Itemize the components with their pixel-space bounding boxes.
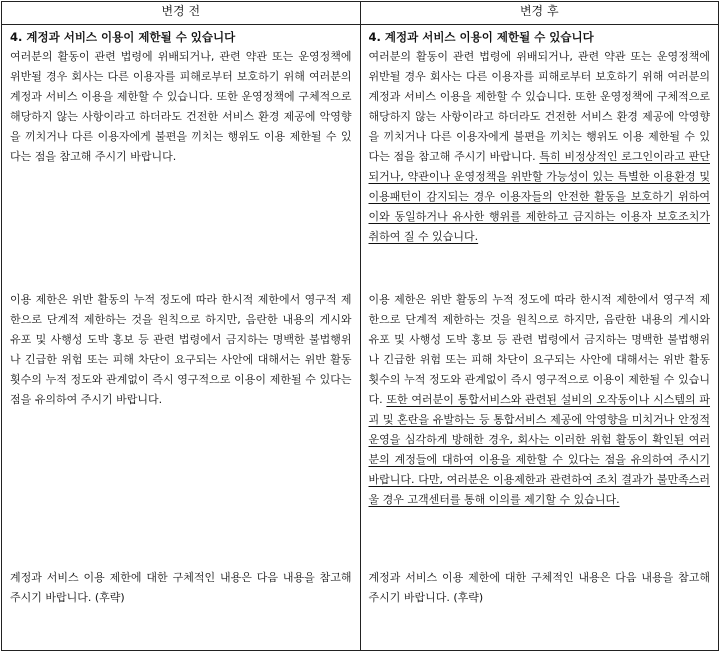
after-paragraph-2 [369, 290, 711, 510]
header-before: 변경 전 [2, 2, 361, 25]
after-paragraph-2-text: 이용 제한은 위반 활동의 누적 정도에 따라 한시적 제한에서 영구적 제한으로 단계적 제한하는 것을 원칙으로 하지만, 음란한 내용의 게시와 유포 및 사행성 도박 홍보 등 관련 법령에서 금지하는 명백한 불법행위나 긴급한 위험 또는 피해 차단이 요구되는 사안에 대해서는 위반 활동 횟수의 누적 정도와 관계없이 즉시 영구적으로 이용이 제한될 수 있습니다. [368, 293, 710, 406]
content-row [2, 25, 719, 651]
after-paragraph-1-added-text: 특히 비정상적인 로그인이라고 판단되거나, 약관이나 운영정책을 위반할 가능성이 있는 특별한 이용환경 및 이용패턴이 감지되는 경우 이용자들의 안전한 활동을 보호하기 위하여 이와 동일하거나 유사한 행위를 제한하고 금지하는 이용자 보호조치가 취하여 질 수 있습니다. [368, 150, 710, 243]
before-paragraph-2 [10, 290, 352, 410]
before-paragraph-1 [10, 47, 352, 167]
header-row [2, 2, 719, 25]
after-paragraph-1 [369, 47, 711, 247]
before-column [2, 25, 360, 650]
after-paragraph-3 [369, 568, 711, 608]
after-paragraph-1-text: 여러분의 활동이 관련 법령에 위배되거나, 관련 약관 또는 운영정책에 위반될 경우 회사는 다른 이용자를 피해로부터 보호하기 위해 여러분의 계정과 서비스 이용을 제한할 수 있습니다. 또한 운영정책에 구체적으로 해당하지 않는 사항이라고 하더라도 건전한 서비스 환경 제공에 악영향을 끼치거나 다른 이용자에게 불편을 끼치는 행위도 이용 제한될 수 있다는 점을 참고해 주시기 바랍니다. [368, 50, 710, 163]
before-paragraph-2-text: 이용 제한은 위반 활동의 누적 정도에 따라 한시적 제한에서 영구적 제한으로 단계적 제한하는 것을 원칙으로 하지만, 음란한 내용의 게시와 유포 및 사행성 도박 홍보 등 관련 법령에서 금지하는 명백한 불법행위나 긴급한 위험 또는 피해 차단이 요구되는 사안에 대해서는 위반 활동 횟수의 누적 정도와 관계없이 즉시 영구적으로 이용이 제한될 수 있다는 점을 유의하여 주시기 바랍니다. [10, 293, 352, 406]
before-paragraph-1-text: 여러분의 활동이 관련 법령에 위배되거나, 관련 약관 또는 운영정책에 위반될 경우 회사는 다른 이용자를 피해로부터 보호하기 위해 여러분의 계정과 서비스 이용을 제한할 수 있습니다. 또한 운영정책에 구체적으로 해당하지 않는 사항이라고 하더라도 건전한 서비스 환경 제공에 악영향을 끼치거나 다른 이용자에게 불편을 끼치는 행위도 이용 제한될 수 있다는 점을 참고해 주시기 바랍니다. [10, 50, 352, 163]
header-after: 변경 후 [360, 2, 719, 25]
after-section-title: 4. 계정과 서비스 이용이 제한될 수 있습니다 [368, 30, 594, 44]
after-column [361, 25, 719, 650]
after-cell [360, 25, 719, 651]
comparison-table [1, 1, 719, 651]
after-paragraph-3-text: 계정과 서비스 이용 제한에 대한 구체적인 내용은 다음 내용을 참고해 주시기 바랍니다. (후략) [368, 571, 710, 604]
before-paragraph-3 [10, 568, 352, 608]
before-section-title: 4. 계정과 서비스 이용이 제한될 수 있습니다 [10, 30, 236, 44]
after-paragraph-2-added-text: 또한 여러분이 통합서비스와 관련된 설비의 오작동이나 시스템의 파괴 및 혼란을 유발하는 등 통합서비스 제공에 악영향을 미치거나 안정적 운영을 심각하게 방해한 경우, 회사는 이러한 위험 활동이 확인된 여러분의 계정들에 대하여 이용을 제한할 수 있다는 점을 유의하여 주시기 바랍니다. 다만, 여러분은 이용제한과 관련하여 조치 결과가 불만족스러울 경우 고객센터를 통해 이의를 제기할 수 있습니다. [368, 393, 710, 506]
before-cell [2, 25, 361, 651]
before-paragraph-3-text: 계정과 서비스 이용 제한에 대한 구체적인 내용은 다음 내용을 참고해 주시기 바랍니다. (후략) [10, 571, 352, 604]
